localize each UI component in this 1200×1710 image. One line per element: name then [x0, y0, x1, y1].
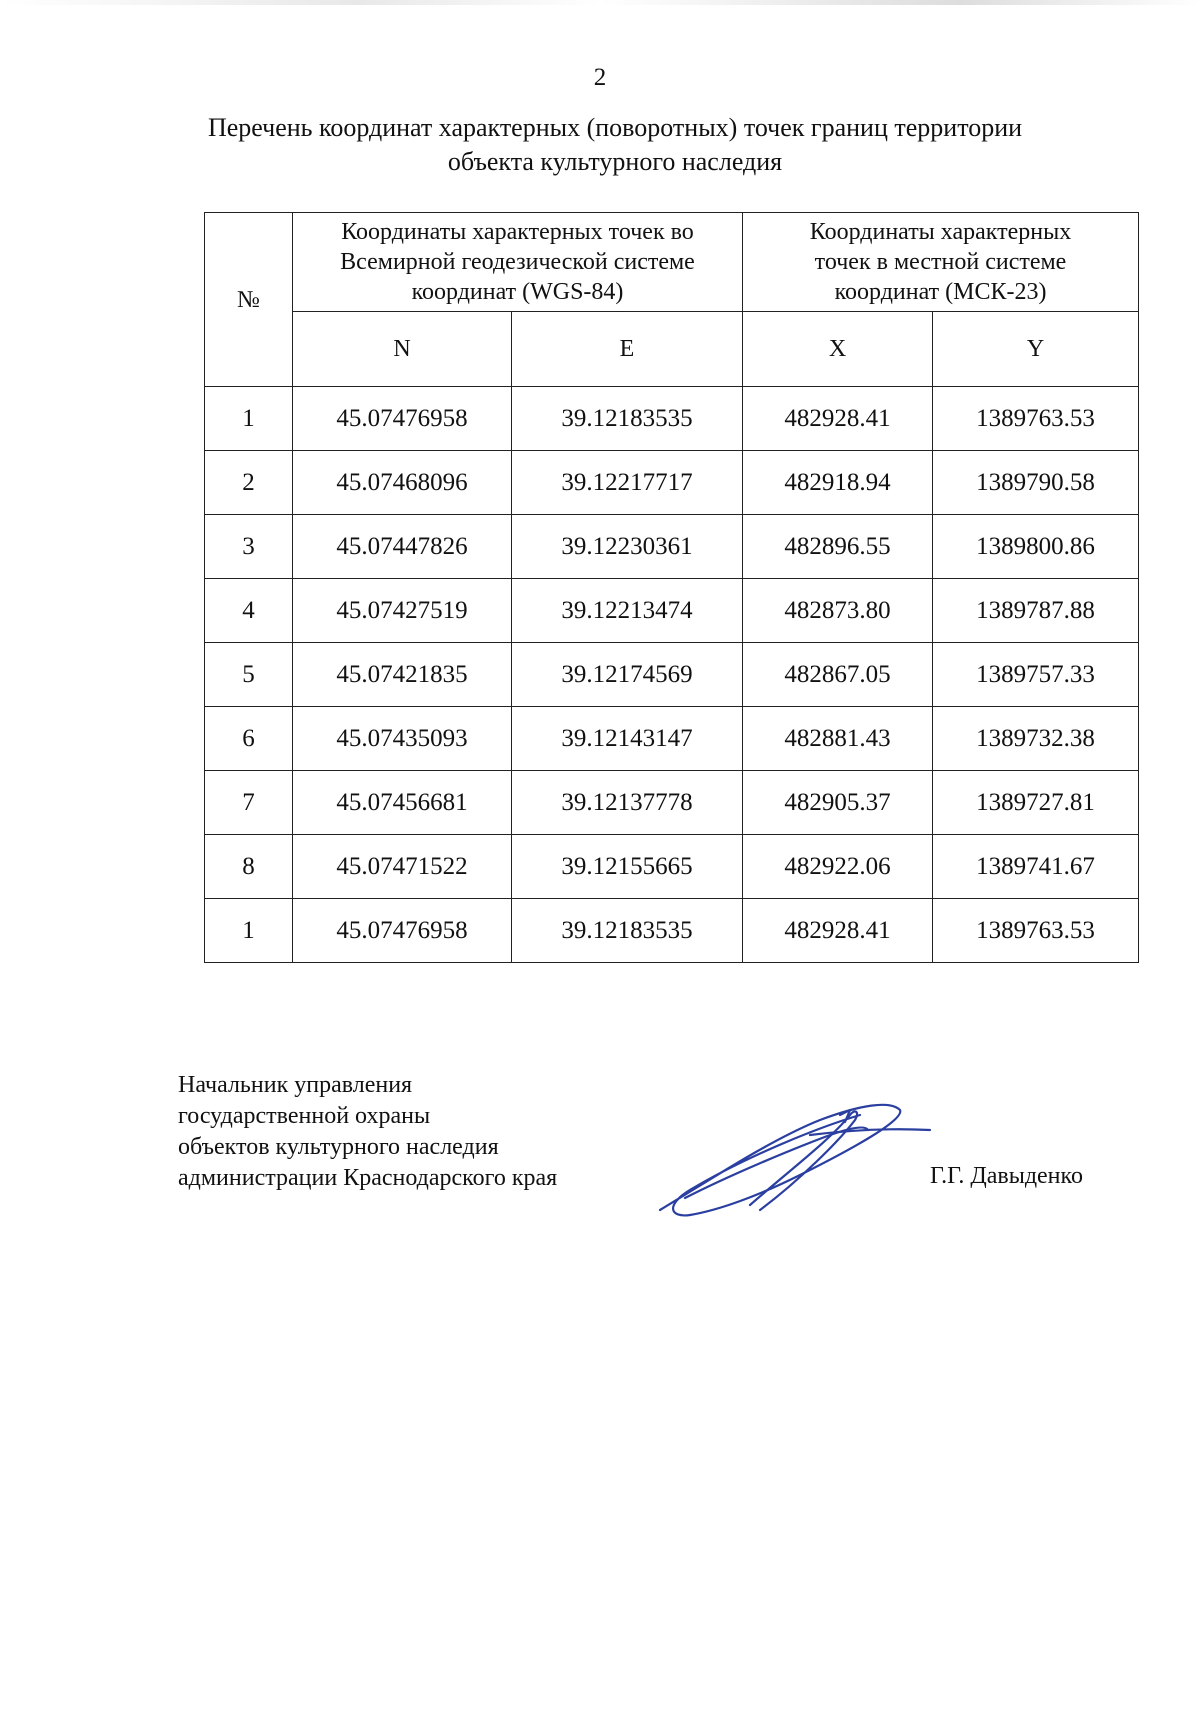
y-coord-cell: 1389741.67 [933, 835, 1139, 899]
latitude-cell: 45.07476958 [293, 899, 512, 963]
x-coord-cell: 482928.41 [743, 387, 933, 451]
longitude-cell: 39.12230361 [512, 515, 743, 579]
latitude-cell: 45.07471522 [293, 835, 512, 899]
x-coord-cell: 482881.43 [743, 707, 933, 771]
y-coord-cell: 1389800.86 [933, 515, 1139, 579]
longitude-cell: 39.12137778 [512, 771, 743, 835]
latitude-cell: 45.07427519 [293, 579, 512, 643]
col-number-header: № [205, 213, 293, 387]
y-coord-cell: 1389757.33 [933, 643, 1139, 707]
table-subheader-row [205, 312, 1139, 387]
col-e-header: E [512, 312, 743, 387]
table-row [205, 579, 1139, 643]
table-row [205, 643, 1139, 707]
y-coord-cell: 1389763.53 [933, 899, 1139, 963]
col-y-header: Y [933, 312, 1139, 387]
coordinates-table [204, 212, 1139, 963]
table-row [205, 899, 1139, 963]
point-number-cell: 3 [205, 515, 293, 579]
y-coord-cell: 1389727.81 [933, 771, 1139, 835]
position-line: государственной охраны [178, 1103, 431, 1129]
x-coord-cell: 482922.06 [743, 835, 933, 899]
longitude-cell: 39.12143147 [512, 707, 743, 771]
longitude-cell: 39.12183535 [512, 387, 743, 451]
scan-edge [0, 0, 1200, 5]
y-coord-cell: 1389732.38 [933, 707, 1139, 771]
table-row [205, 515, 1139, 579]
y-coord-cell: 1389787.88 [933, 579, 1139, 643]
x-coord-cell: 482918.94 [743, 451, 933, 515]
point-number-cell: 2 [205, 451, 293, 515]
latitude-cell: 45.07421835 [293, 643, 512, 707]
latitude-cell: 45.07435093 [293, 707, 512, 771]
table-header-row [205, 213, 1139, 312]
wgs84-group-header [293, 213, 743, 312]
x-coord-cell: 482867.05 [743, 643, 933, 707]
table-row [205, 835, 1139, 899]
point-number-cell: 5 [205, 643, 293, 707]
col-n-header: N [293, 312, 512, 387]
longitude-cell: 39.12183535 [512, 899, 743, 963]
position-line: объектов культурного наследия [178, 1134, 499, 1160]
point-number-cell: 1 [205, 387, 293, 451]
longitude-cell: 39.12213474 [512, 579, 743, 643]
document-title [150, 111, 1080, 179]
header-line: Координаты характерных точек во [341, 219, 694, 245]
table-body [205, 387, 1139, 963]
latitude-cell: 45.07447826 [293, 515, 512, 579]
latitude-cell: 45.07476958 [293, 387, 512, 451]
x-coord-cell: 482873.80 [743, 579, 933, 643]
longitude-cell: 39.12217717 [512, 451, 743, 515]
header-line: координат (WGS-84) [411, 279, 624, 305]
point-number-cell: 8 [205, 835, 293, 899]
point-number-cell: 4 [205, 579, 293, 643]
table-row [205, 771, 1139, 835]
x-coord-cell: 482928.41 [743, 899, 933, 963]
signature-block [178, 1070, 557, 1194]
latitude-cell: 45.07468096 [293, 451, 512, 515]
header-line: Координаты характерных [809, 219, 1072, 245]
table-row [205, 451, 1139, 515]
latitude-cell: 45.07456681 [293, 771, 512, 835]
header-line: координат (МСК-23) [834, 279, 1047, 305]
x-coord-cell: 482905.37 [743, 771, 933, 835]
y-coord-cell: 1389790.58 [933, 451, 1139, 515]
msk23-group-header [743, 213, 1139, 312]
x-coord-cell: 482896.55 [743, 515, 933, 579]
header-line: Всемирной геодезической системе [340, 249, 695, 275]
title-line: Перечень координат характерных (поворотных) точек границ территории [207, 113, 1023, 142]
page-number: 2 [593, 64, 607, 91]
position-line: Начальник управления [178, 1072, 413, 1098]
table-row [205, 707, 1139, 771]
position-line: администрации Краснодарского края [178, 1165, 558, 1191]
point-number-cell: 1 [205, 899, 293, 963]
signatory-name: Г.Г. Давыденко [930, 1163, 1083, 1189]
y-coord-cell: 1389763.53 [933, 387, 1139, 451]
point-number-cell: 7 [205, 771, 293, 835]
title-line: объекта культурного наследия [447, 147, 783, 176]
header-line: точек в местной системе [814, 249, 1067, 275]
col-x-header: X [743, 312, 933, 387]
table-row [205, 387, 1139, 451]
longitude-cell: 39.12155665 [512, 835, 743, 899]
handwritten-signature [650, 1080, 950, 1220]
longitude-cell: 39.12174569 [512, 643, 743, 707]
point-number-cell: 6 [205, 707, 293, 771]
